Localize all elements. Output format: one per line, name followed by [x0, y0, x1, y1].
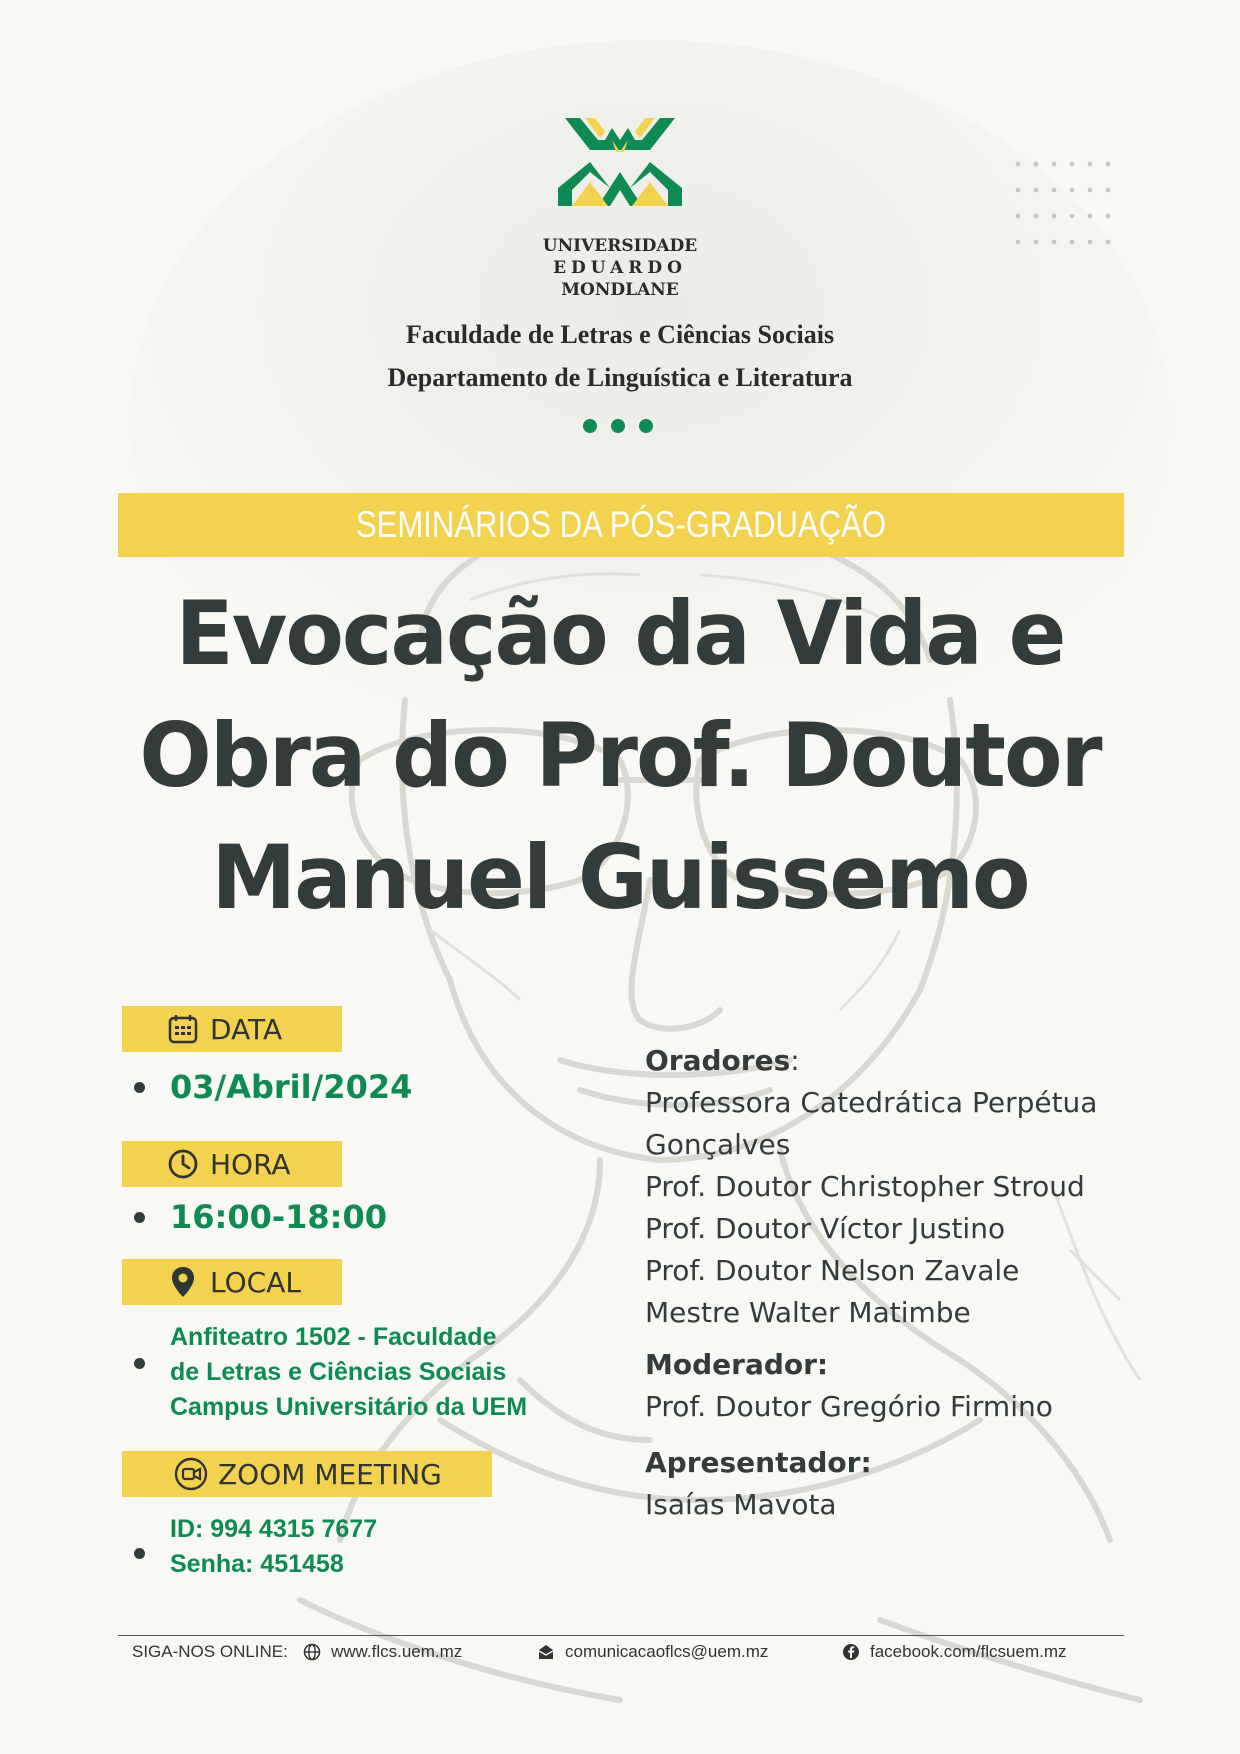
zoom-password: Senha: 451458 — [170, 1550, 344, 1578]
faculty-name: Faculdade de Letras e Ciências Sociais — [405, 320, 835, 349]
date-bullet — [134, 1082, 145, 1093]
time-bullet — [134, 1212, 145, 1223]
email-link[interactable]: comunicacaoflcs@uem.mz — [565, 1642, 769, 1661]
location-line: de Letras e Ciências Sociais — [170, 1358, 507, 1386]
facebook-icon — [842, 1643, 860, 1661]
zoom-label: ZOOM MEETING — [218, 1457, 442, 1491]
location-line: Anfiteatro 1502 - Faculdade — [170, 1323, 497, 1351]
time-label: HORA — [210, 1147, 291, 1181]
website-link[interactable]: www.flcs.uem.mz — [331, 1642, 463, 1661]
date-tag — [122, 1006, 342, 1052]
moderator-section — [645, 1344, 1115, 1428]
presenter-heading: Apresentador: — [645, 1446, 872, 1479]
footer-facebook[interactable] — [842, 1642, 1067, 1662]
footer-divider — [118, 1635, 1124, 1636]
presenter-section — [645, 1442, 1115, 1526]
speaker-line: Prof. Doutor Christopher Stroud — [645, 1170, 1085, 1203]
date-value: 03/Abril/2024 — [170, 1068, 413, 1106]
zoom-meeting-id: ID: 994 4315 7677 — [170, 1515, 378, 1543]
clock-icon — [166, 1147, 200, 1181]
location-label: LOCAL — [210, 1265, 301, 1299]
zoom-bullet — [134, 1548, 145, 1559]
speaker-line: Prof. Doutor Nelson Zavale — [645, 1254, 1020, 1287]
green-dots-divider — [582, 418, 654, 434]
video-camera-icon — [174, 1457, 208, 1491]
seminar-banner-text: SEMINÁRIOS DA PÓS-GRADUAÇÃO — [355, 504, 887, 545]
university-name-line2: EDUARDO — [553, 258, 687, 278]
moderator-name: Prof. Doutor Gregório Firmino — [645, 1390, 1053, 1423]
department-name: Departamento de Linguística e Literatura — [387, 363, 853, 392]
speakers-section — [645, 1040, 1115, 1334]
speaker-line: Gonçalves — [645, 1128, 791, 1161]
follow-us-label: SIGA-NOS ONLINE: — [132, 1642, 288, 1661]
footer-label — [132, 1642, 288, 1662]
moderator-heading: Moderador: — [645, 1348, 829, 1381]
envelope-icon — [537, 1643, 555, 1661]
date-label: DATA — [210, 1012, 283, 1046]
zoom-value — [170, 1512, 377, 1582]
event-title-line1: Evocação da Vida e — [175, 582, 1065, 685]
seminar-banner — [118, 493, 1124, 557]
facebook-link[interactable]: facebook.com/flcsuem.mz — [870, 1642, 1067, 1661]
university-name-line3: MONDLANE — [561, 280, 679, 300]
event-title-line3: Manuel Guissemo — [211, 826, 1029, 929]
speaker-line: Mestre Walter Matimbe — [645, 1296, 971, 1329]
speakers-heading: Oradores — [645, 1044, 791, 1077]
time-tag — [122, 1141, 342, 1187]
zoom-tag — [122, 1451, 492, 1497]
location-value — [170, 1320, 527, 1425]
location-tag — [122, 1259, 342, 1305]
speaker-line: Prof. Doutor Víctor Justino — [645, 1212, 1006, 1245]
speakers-heading-colon: : — [790, 1044, 800, 1077]
time-value: 16:00-18:00 — [170, 1198, 387, 1236]
footer-email[interactable] — [537, 1642, 768, 1662]
map-pin-icon — [166, 1265, 200, 1299]
decorative-dots-grid — [1014, 160, 1114, 246]
globe-icon — [303, 1643, 321, 1661]
location-bullet — [134, 1358, 145, 1369]
speaker-line: Professora Catedrática Perpétua — [645, 1086, 1098, 1119]
footer-website[interactable] — [303, 1642, 462, 1662]
location-line: Campus Universitário da UEM — [170, 1393, 528, 1421]
calendar-icon — [166, 1012, 200, 1046]
university-name-line1: UNIVERSIDADE — [542, 236, 698, 256]
event-title-line2: Obra do Prof. Doutor — [139, 704, 1101, 807]
university-logo — [550, 110, 690, 226]
presenter-name: Isaías Mavota — [645, 1488, 837, 1521]
